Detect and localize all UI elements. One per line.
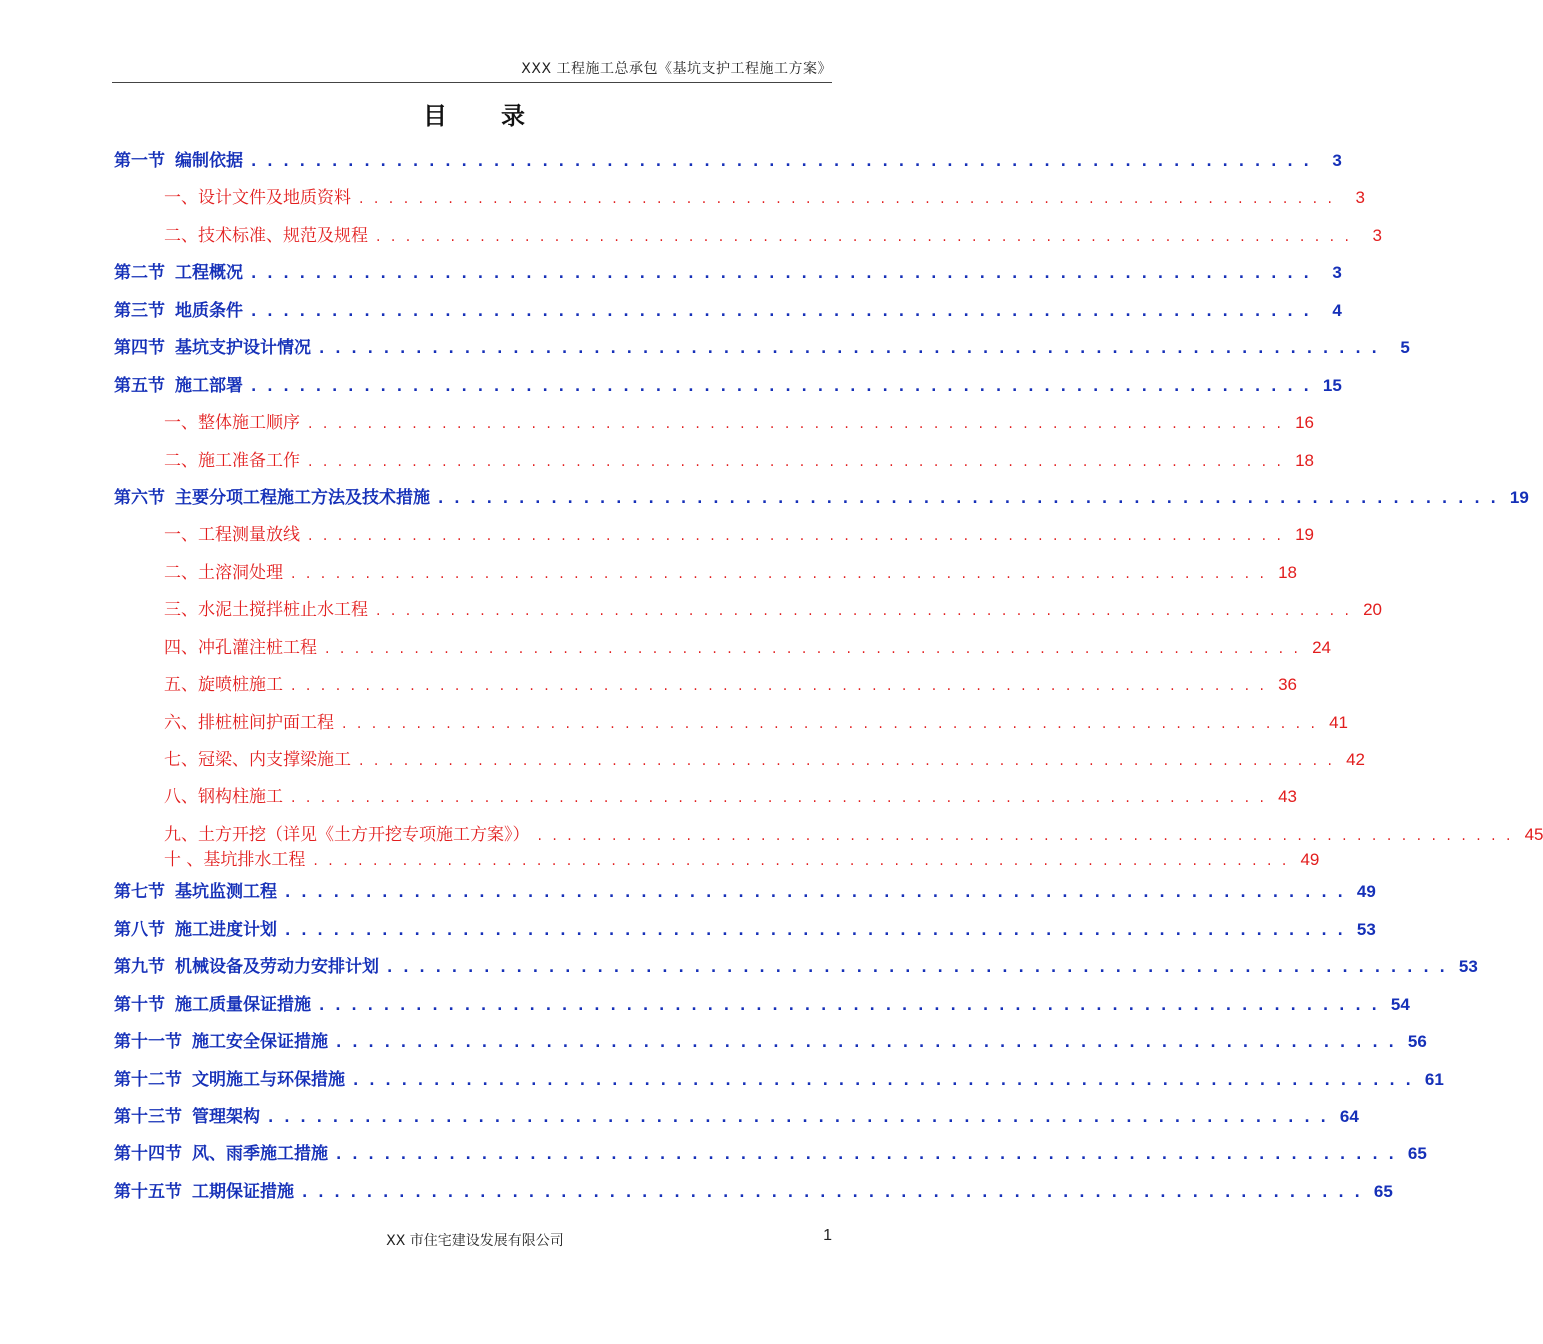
toc-section-number: 第五节 bbox=[114, 375, 165, 396]
table-of-contents bbox=[114, 142, 1543, 1210]
toc-entry-label bbox=[114, 368, 243, 405]
toc-page-number: 54 bbox=[1390, 994, 1410, 1014]
toc-subsection-entry[interactable] bbox=[114, 629, 1331, 666]
toc-entry-title: 施工质量保证措施 bbox=[175, 994, 311, 1015]
toc-section-number: 第十一节 bbox=[114, 1032, 182, 1053]
toc-entry-label bbox=[114, 143, 243, 180]
toc-entry-label bbox=[164, 555, 283, 592]
toc-leader-dots: . . . . . . . . . . . . . . . . . . . . . . . . . . . . . . . . . . . . . . . . . . . . . . . . . . . . . . . . . . . . . . . . . . bbox=[537, 827, 1514, 844]
toc-entry-title: 五、旋喷桩施工 bbox=[164, 675, 283, 696]
toc-section-number: 第十节 bbox=[114, 994, 165, 1015]
toc-page-number: 20 bbox=[1363, 600, 1382, 620]
toc-leader-dots: . . . . . . . . . . . . . . . . . . . . . . . . . . . . . . . . . . . . . . . . . . . . . . . . . . . . . . . . . . . . . . . . . . bbox=[251, 154, 1312, 170]
toc-entry-label bbox=[164, 592, 368, 629]
toc-entry-label bbox=[114, 330, 311, 367]
toc-subsection-entry[interactable] bbox=[114, 516, 1314, 553]
toc-section-entry[interactable] bbox=[114, 1023, 1427, 1060]
toc-entry-title: 基坑支护设计情况 bbox=[175, 338, 311, 359]
toc-entry-title: 工程概况 bbox=[175, 263, 243, 284]
toc-page-number: 61 bbox=[1424, 1069, 1444, 1089]
toc-section-entry[interactable] bbox=[114, 1098, 1359, 1135]
toc-page-number: 41 bbox=[1329, 712, 1348, 732]
toc-section-number: 第十三节 bbox=[114, 1106, 182, 1127]
toc-subsection-entry[interactable] bbox=[114, 847, 1320, 873]
toc-section-number: 第七节 bbox=[114, 882, 165, 903]
toc-section-number: 第四节 bbox=[114, 338, 165, 359]
toc-page-number: 19 bbox=[1295, 525, 1314, 545]
toc-entry-label bbox=[114, 480, 430, 517]
toc-entry-label bbox=[114, 255, 243, 292]
toc-entry-label bbox=[164, 405, 300, 442]
toc-entry-label bbox=[164, 779, 283, 816]
toc-section-number: 第十二节 bbox=[114, 1069, 182, 1090]
toc-entry-title: 主要分项工程施工方法及技术措施 bbox=[175, 487, 430, 508]
toc-section-number: 第十四节 bbox=[114, 1144, 182, 1165]
toc-leader-dots: . . . . . . . . . . . . . . . . . . . . . . . . . . . . . . . . . . . . . . . . . . . . . . . . . . . . . . . . . . . . . . . . . . bbox=[308, 416, 1284, 433]
toc-leader-dots: . . . . . . . . . . . . . . . . . . . . . . . . . . . . . . . . . . . . . . . . . . . . . . . . . . . . . . . . . . . . . . . . . . bbox=[387, 960, 1448, 977]
toc-leader-dots: . . . . . . . . . . . . . . . . . . . . . . . . . . . . . . . . . . . . . . . . . . . . . . . . . . . . . . . . . . . . . . . . . . bbox=[291, 565, 1267, 582]
toc-page-number: 36 bbox=[1278, 675, 1297, 695]
toc-section-entry[interactable] bbox=[114, 1135, 1427, 1172]
toc-leader-dots: . . . . . . . . . . . . . . . . . . . . . . . . . . . . . . . . . . . . . . . . . . . . . . . . . . . . . . . . . . . . . . . . . . bbox=[336, 1035, 1397, 1052]
toc-leader-dots: . . . . . . . . . . . . . . . . . . . . . . . . . . . . . . . . . . . . . . . . . . . . . . . . . . . . . . . . . . . . . . . . . . bbox=[438, 490, 1499, 507]
toc-page-number: 53 bbox=[1458, 957, 1478, 977]
toc-page-number: 56 bbox=[1407, 1032, 1427, 1052]
title-char-2: 录 bbox=[501, 102, 527, 130]
toc-entry-title: 风、雨季施工措施 bbox=[192, 1144, 328, 1165]
toc-entry-label bbox=[164, 667, 283, 704]
toc-section-entry[interactable] bbox=[114, 479, 1529, 516]
toc-leader-dots: . . . . . . . . . . . . . . . . . . . . . . . . . . . . . . . . . . . . . . . . . . . . . . . . . . . . . . . . . . . . . . . . . . bbox=[268, 1109, 1329, 1126]
toc-entry-title: 十 、基坑排水工程 bbox=[164, 850, 306, 871]
toc-entry-title: 一、工程测量放线 bbox=[164, 525, 300, 546]
toc-subsection-entry[interactable] bbox=[114, 666, 1297, 703]
toc-entry-label bbox=[164, 847, 305, 873]
toc-page-number: 5 bbox=[1400, 338, 1410, 358]
toc-entry-label bbox=[114, 912, 277, 949]
toc-page-number: 45 bbox=[1524, 824, 1543, 844]
toc-subsection-entry[interactable] bbox=[114, 442, 1314, 479]
toc-section-number: 第二节 bbox=[114, 263, 165, 284]
toc-page-number: 16 bbox=[1295, 413, 1314, 433]
toc-entry-label bbox=[114, 1024, 328, 1061]
toc-entry-label bbox=[164, 705, 334, 742]
toc-entry-label bbox=[114, 874, 277, 911]
toc-leader-dots: . . . . . . . . . . . . . . . . . . . . . . . . . . . . . . . . . . . . . . . . . . . . . . . . . . . . . . . . . . . . . . . . . . bbox=[302, 1184, 1363, 1201]
toc-entry-label bbox=[164, 218, 368, 255]
page-header: XXX 工程施工总承包《基坑支护工程施工方案》 bbox=[521, 61, 832, 77]
toc-entry-title: 基坑监测工程 bbox=[175, 882, 277, 903]
toc-entry-title: 二、施工准备工作 bbox=[164, 450, 300, 471]
toc-leader-dots: . . . . . . . . . . . . . . . . . . . . . . . . . . . . . . . . . . . . . . . . . . . . . . . . . . . . . . . . . . . . . . . . . . bbox=[285, 922, 1346, 939]
toc-section-entry[interactable] bbox=[114, 986, 1410, 1023]
footer-page-number: 1 bbox=[823, 1227, 832, 1244]
toc-page-number: 3 bbox=[1355, 188, 1365, 208]
toc-page-number: 3 bbox=[1372, 225, 1382, 245]
toc-entry-label bbox=[164, 180, 351, 217]
toc-entry-title: 地质条件 bbox=[175, 300, 243, 321]
toc-leader-dots: . . . . . . . . . . . . . . . . . . . . . . . . . . . . . . . . . . . . . . . . . . . . . . . . . . . . . . . . . . . . . . . . . . bbox=[291, 790, 1267, 807]
toc-entry-title: 文明施工与环保措施 bbox=[192, 1069, 345, 1090]
toc-entry-label bbox=[164, 742, 351, 779]
toc-leader-dots: . . . . . . . . . . . . . . . . . . . . . . . . . . . . . . . . . . . . . . . . . . . . . . . . . . . . . . . . . . . . . . . . . . bbox=[342, 715, 1318, 732]
toc-subsection-entry[interactable] bbox=[114, 778, 1297, 815]
toc-entry-label bbox=[114, 1099, 260, 1136]
page-title bbox=[0, 96, 950, 131]
toc-entry-label bbox=[114, 293, 243, 330]
toc-entry-title: 八、钢构柱施工 bbox=[164, 787, 283, 808]
toc-section-number: 第一节 bbox=[114, 151, 165, 171]
toc-section-entry[interactable] bbox=[114, 254, 1342, 291]
toc-entry-title: 管理架构 bbox=[192, 1106, 260, 1127]
toc-section-entry[interactable] bbox=[114, 873, 1376, 910]
toc-entry-title: 工期保证措施 bbox=[192, 1181, 294, 1202]
toc-entry-title: 施工部署 bbox=[175, 375, 243, 396]
toc-section-entry[interactable] bbox=[114, 911, 1376, 948]
toc-section-number: 第八节 bbox=[114, 919, 165, 940]
toc-entry-label bbox=[164, 630, 317, 667]
toc-page-number: 49 bbox=[1300, 850, 1320, 870]
toc-page-number: 49 bbox=[1356, 882, 1376, 902]
toc-entry-title: 三、水泥土搅拌桩止水工程 bbox=[164, 600, 368, 621]
toc-subsection-entry[interactable] bbox=[114, 179, 1365, 216]
toc-subsection-entry[interactable] bbox=[114, 704, 1348, 741]
toc-entry-label bbox=[164, 517, 300, 554]
toc-leader-dots: . . . . . . . . . . . . . . . . . . . . . . . . . . . . . . . . . . . . . . . . . . . . . . . . . . . . . . . . . . . . . . . . . . bbox=[359, 191, 1335, 208]
toc-section-entry[interactable] bbox=[114, 948, 1478, 985]
toc-page-number: 18 bbox=[1278, 562, 1297, 582]
toc-page-number: 53 bbox=[1356, 919, 1376, 939]
toc-leader-dots: . . . . . . . . . . . . . . . . . . . . . . . . . . . . . . . . . . . . . . . . . . . . . . . . . . . . . . . . . . . . . . . . . . bbox=[308, 528, 1284, 545]
toc-page-number: 18 bbox=[1295, 450, 1314, 470]
toc-leader-dots: . . . . . . . . . . . . . . . . . . . . . . . . . . . . . . . . . . . . . . . . . . . . . . . . . . . . . . . . . . . . . . . . . . bbox=[251, 266, 1312, 283]
toc-entry-title: 一、整体施工顺序 bbox=[164, 413, 300, 434]
toc-subsection-entry[interactable] bbox=[114, 404, 1314, 441]
toc-leader-dots: . . . . . . . . . . . . . . . . . . . . . . . . . . . . . . . . . . . . . . . . . . . . . . . . . . . . . . . . . . . . . . . . . . bbox=[325, 640, 1301, 657]
toc-section-number: 第九节 bbox=[114, 957, 165, 978]
toc-section-entry[interactable] bbox=[114, 142, 1342, 179]
toc-entry-title: 六、排桩桩间护面工程 bbox=[164, 712, 334, 733]
toc-page-number: 24 bbox=[1312, 637, 1331, 657]
toc-entry-title: 机械设备及劳动力安排计划 bbox=[175, 957, 379, 978]
toc-entry-title: 编制依据 bbox=[175, 151, 243, 171]
title-char-1: 目 bbox=[423, 102, 449, 130]
toc-entry-label bbox=[114, 1136, 328, 1173]
toc-page-number: 3 bbox=[1332, 263, 1342, 283]
toc-leader-dots: . . . . . . . . . . . . . . . . . . . . . . . . . . . . . . . . . . . . . . . . . . . . . . . . . . . . . . . . . . . . . . . . . . bbox=[308, 453, 1284, 470]
toc-entry-title: 九、土方开挖（详见《土方开挖专项施工方案》） bbox=[164, 824, 530, 845]
toc-leader-dots: . . . . . . . . . . . . . . . . . . . . . . . . . . . . . . . . . . . . . . . . . . . . . . . . . . . . . . . . . . . . . . . . . . bbox=[359, 753, 1335, 769]
toc-page-number: 15 bbox=[1322, 375, 1342, 395]
toc-entry-title: 四、冲孔灌注桩工程 bbox=[164, 637, 317, 658]
toc-page-number: 43 bbox=[1278, 787, 1297, 807]
toc-entry-title: 二、技术标准、规范及规程 bbox=[164, 225, 368, 246]
toc-page-number: 65 bbox=[1373, 1181, 1393, 1201]
toc-entry-title: 施工安全保证措施 bbox=[192, 1032, 328, 1053]
toc-page-number: 42 bbox=[1346, 750, 1365, 769]
toc-entry-label bbox=[114, 949, 379, 986]
toc-section-entry[interactable] bbox=[114, 367, 1342, 404]
toc-subsection-entry[interactable] bbox=[114, 217, 1382, 254]
toc-leader-dots: . . . . . . . . . . . . . . . . . . . . . . . . . . . . . . . . . . . . . . . . . . . . . . . . . . . . . . . . . . . . . . . . . . bbox=[291, 678, 1267, 695]
toc-leader-dots: . . . . . . . . . . . . . . . . . . . . . . . . . . . . . . . . . . . . . . . . . . . . . . . . . . . . . . . . . . . . . . . . . . bbox=[251, 303, 1312, 320]
toc-entry-title: 二、土溶洞处理 bbox=[164, 562, 283, 583]
toc-leader-dots: . . . . . . . . . . . . . . . . . . . . . . . . . . . . . . . . . . . . . . . . . . . . . . . . . . . . . . . . . . . . . . . . . . bbox=[251, 378, 1312, 395]
toc-entry-label bbox=[114, 1174, 294, 1211]
toc-leader-dots: . . . . . . . . . . . . . . . . . . . . . . . . . . . . . . . . . . . . . . . . . . . . . . . . . . . . . . . . . . . . . . . . . . bbox=[376, 228, 1352, 245]
toc-section-number: 第三节 bbox=[114, 300, 165, 321]
toc-entry-label bbox=[114, 987, 311, 1024]
toc-section-entry[interactable] bbox=[114, 1173, 1393, 1210]
toc-entry-label bbox=[164, 443, 300, 480]
toc-page-number: 65 bbox=[1407, 1144, 1427, 1164]
toc-subsection-entry[interactable] bbox=[114, 554, 1297, 591]
toc-section-number: 第六节 bbox=[114, 487, 165, 508]
toc-leader-dots: . . . . . . . . . . . . . . . . . . . . . . . . . . . . . . . . . . . . . . . . . . . . . . . . . . . . . . . . . . . . . . . . . . bbox=[376, 603, 1352, 620]
toc-section-entry[interactable] bbox=[114, 1061, 1444, 1098]
toc-subsection-entry[interactable] bbox=[114, 741, 1365, 778]
toc-page-number: 4 bbox=[1332, 300, 1342, 320]
footer-company: XX 市住宅建设发展有限公司 bbox=[386, 1233, 564, 1249]
toc-section-entry[interactable] bbox=[114, 292, 1342, 329]
toc-section-number: 第十五节 bbox=[114, 1181, 182, 1202]
toc-section-entry[interactable] bbox=[114, 329, 1410, 366]
toc-entry-title: 施工进度计划 bbox=[175, 919, 277, 940]
toc-entry-title: 七、冠梁、内支撑梁施工 bbox=[164, 750, 351, 770]
toc-leader-dots: . . . . . . . . . . . . . . . . . . . . . . . . . . . . . . . . . . . . . . . . . . . . . . . . . . . . . . . . . . . . . . . . . . bbox=[285, 885, 1346, 902]
toc-leader-dots: . . . . . . . . . . . . . . . . . . . . . . . . . . . . . . . . . . . . . . . . . . . . . . . . . . . . . . . . . . . . . . . . . . bbox=[319, 341, 1380, 358]
toc-leader-dots: . . . . . . . . . . . . . . . . . . . . . . . . . . . . . . . . . . . . . . . . . . . . . . . . . . . . . . . . . . . . . . . . . . bbox=[319, 997, 1380, 1014]
toc-leader-dots: . . . . . . . . . . . . . . . . . . . . . . . . . . . . . . . . . . . . . . . . . . . . . . . . . . . . . . . . . . . . . . . . . . bbox=[313, 853, 1290, 870]
toc-page-number: 64 bbox=[1339, 1106, 1359, 1126]
toc-entry-label bbox=[114, 1062, 345, 1099]
toc-leader-dots: . . . . . . . . . . . . . . . . . . . . . . . . . . . . . . . . . . . . . . . . . . . . . . . . . . . . . . . . . . . . . . . . . . bbox=[353, 1072, 1414, 1089]
toc-leader-dots: . . . . . . . . . . . . . . . . . . . . . . . . . . . . . . . . . . . . . . . . . . . . . . . . . . . . . . . . . . . . . . . . . . bbox=[336, 1147, 1397, 1164]
toc-subsection-entry[interactable] bbox=[114, 591, 1382, 628]
toc-page-number: 3 bbox=[1332, 151, 1342, 170]
toc-entry-title: 一、设计文件及地质资料 bbox=[164, 188, 351, 209]
toc-page-number: 19 bbox=[1509, 487, 1529, 507]
header-rule bbox=[112, 82, 832, 83]
